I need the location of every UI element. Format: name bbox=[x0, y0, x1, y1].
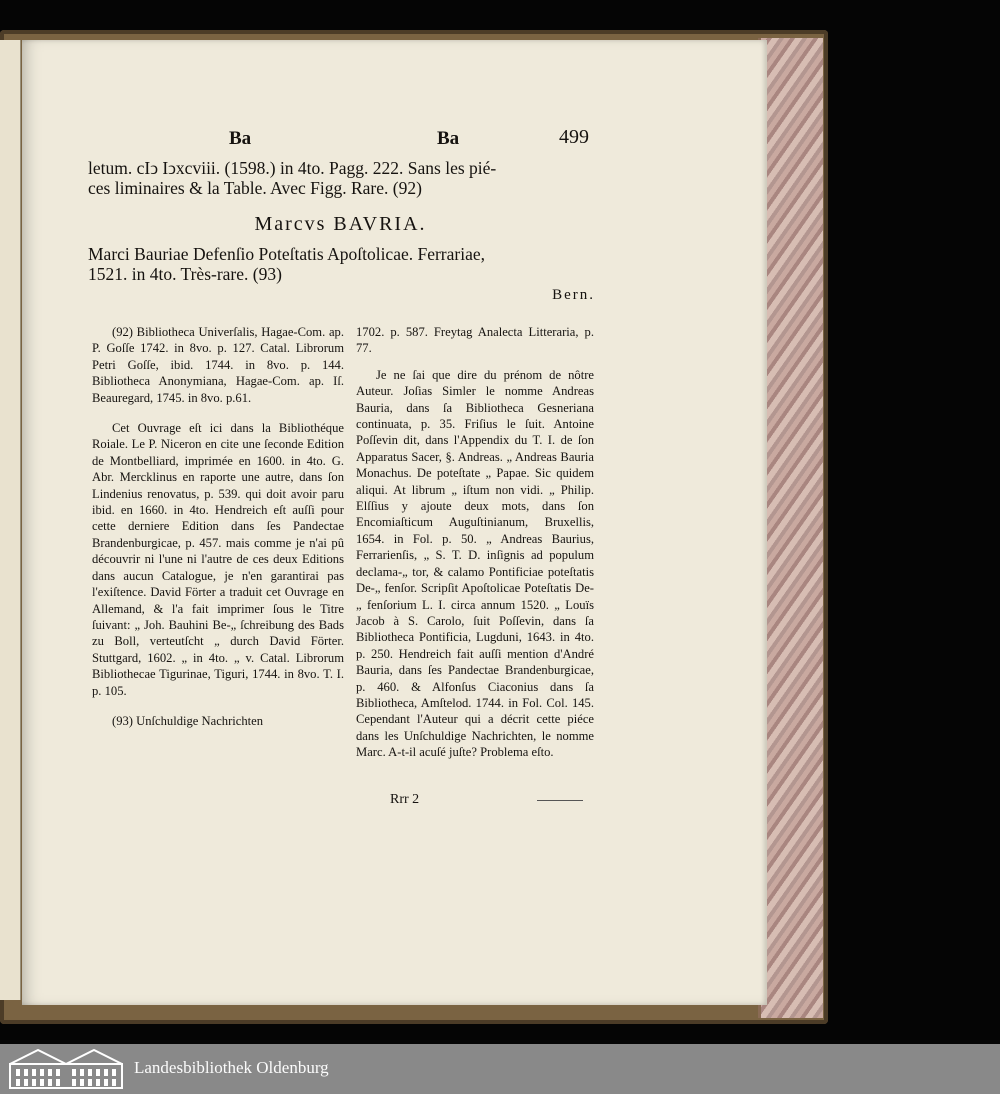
ornament-line bbox=[537, 800, 583, 801]
entry-title-line-2: 1521. in 4to. Très-rare. (93) bbox=[88, 264, 282, 284]
library-building-logo-icon bbox=[8, 1048, 124, 1090]
catchword: Bern. bbox=[552, 287, 595, 303]
marbled-endpaper bbox=[758, 38, 823, 1018]
signature-mark: Rrr 2 bbox=[390, 792, 420, 807]
footer-bar bbox=[0, 1044, 1000, 1094]
left-column bbox=[92, 324, 344, 743]
page-number: 499 bbox=[559, 126, 589, 148]
running-head-left: Ba bbox=[229, 128, 252, 149]
entry-title-line-1: Marci Bauriae Defenſio Poteſtatis Apoſtolicae. Ferrariae, bbox=[88, 244, 486, 264]
book-page bbox=[22, 40, 767, 1005]
footnote-93-start: (93) Unſchuldige Nachrichten bbox=[112, 713, 264, 728]
right-paragraph: Je ne ſai que dire du prénom de nôtre Auteur. Joſias Simler le nomme Andreas Bauria, dans ſa Bibliotheca Gesneriana continuata, p. 35. Friſius le ſuit. Antoine Poſſevin dit, dans l'Appendix du T. I. de ſon Apparatus Sacer, §. Andreas. „ Andreas Bauria Monachus. De poteſtate „ Papae. Sic quidem aliqui. At librum „ iſtum non vidi. „ Philip. Elſſius y ajoute deux mots, dans ſon Encomiaſticum Auguſtinianum, Bruxellis, 1654. in Fol. p. 50. „ Andreas Baurius, Ferrarienſis, „ S. T. D. inſignis ad populum declama-„ tor, & calamo Pontificiae poteſtatis De-„ fenſor. Scripſit Apoſtolicae Poteſtatis De-„ fenſorium L. I. circa annum 1520. „ Louïs Jacob à S. Carolo, ſuit Poſſevin, dans ſa Bibliotheca Pontificia, Lugduni, 1643. in 4to. p. 250. Hendreich fait auſſi mention d'André Bauria, dans ſes Pandectae Brandenburgicae, p. 460. & Alfonſus Ciaconius dans ſa Bibliotheca, Amſtelod. 1744. in Fol. Col. 145. Cependant l'Auteur qui a décrit cette piéce dans les Unſchuldige Nachrichten, le nomme Marc. A-t-il acuſé juſte? Problema eſto. bbox=[356, 367, 594, 760]
right-column bbox=[356, 324, 594, 775]
running-head-center: Ba bbox=[437, 128, 460, 149]
entry-heading: Marcvs BAVRIA. bbox=[254, 213, 427, 235]
footnote-93-continued: 1702. p. 587. Freytag Analecta Litteraria, p. 77. bbox=[356, 325, 594, 356]
library-name: Landesbibliothek Oldenburg bbox=[134, 1058, 329, 1077]
left-paragraph: Cet Ouvrage eſt ici dans la Bibliothéque Roiale. Le P. Niceron en cite une ſeconde Edition de Montbelliard, imprimée en 1600. in 4to. G. Abr. Mercklinus en raporte une autre, dans ſon Lindenius renovatus, p. 539. qui doit avoir paru ibid. en 1660. in 4to. Hendreich eſt auſſi pour cette derniere Edition dans ſes Pandectae Brandenburgicae, p. 457. mais comme je n'ai pû découvrir ni l'une ni l'autre de ces deux Editions dans aucun Catalogue, je n'en garantirai pas l'exiſtence. David Förter a traduit cet Ouvrage en Allemand, & l'a fait imprimer ſous le Titre ſuivant: „ Joh. Bauhini Be-„ ſchreibung des Bads zu Boll, verteutſcht „ durch David Förter. Stuttgard, 1602. „ in 4to. „ v. Catal. Librorum Bibliothecae Tigurinae, Tiguri, 1744. in 8vo. T. I. p. 105. bbox=[92, 421, 344, 698]
left-page-edge bbox=[0, 40, 21, 1000]
intro-line-1: letum. cIↄ Iↄxcviii. (1598.) in 4to. Pagg. 222. Sans les pié- bbox=[88, 158, 497, 178]
footnote-92: (92) Bibliotheca Univerſalis, Hagae-Com. ap. P. Goſſe 1742. in 8vo. p. 127. Catal. Librorum Petri Goſſe, ibid. 1744. in 8vo. p. 144. Bibliotheca Anonymiana, Hagae-Com. ap. Iſ. Beauregard, 1745. in 8vo. p.61. bbox=[92, 325, 344, 405]
intro-line-2: ces liminaires & la Table. Avec Figg. Rare. (92) bbox=[88, 178, 422, 198]
